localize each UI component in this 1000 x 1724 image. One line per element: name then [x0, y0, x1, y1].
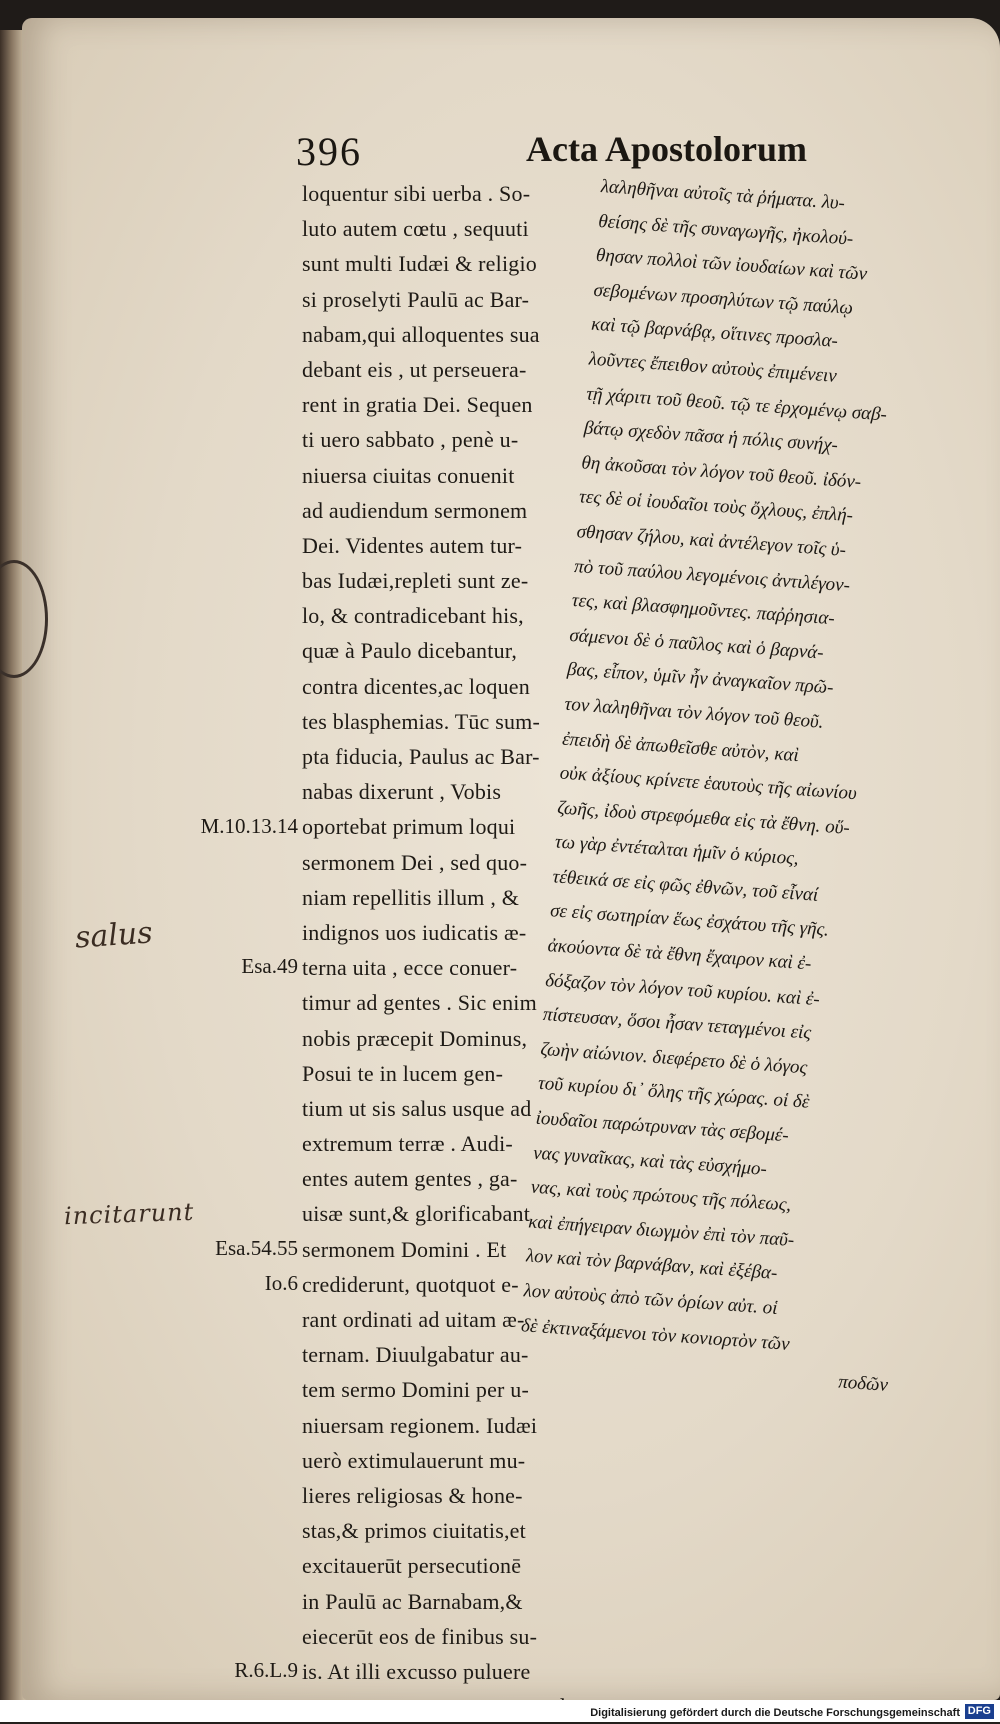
latin-line: sunt multi Iudæi & religio [302, 251, 537, 277]
greek-line: βας, εἶπον, ὑμῖν ἦν ἀναγκαῖον πρῶ- [566, 659, 835, 699]
latin-line: excitauerūt persecutionē [302, 1553, 522, 1579]
margin-reference: R.6.L.9 [234, 1658, 298, 1683]
latin-line: in Paulū ac Barnabam,& [302, 1588, 523, 1614]
page-number: 396 [296, 129, 362, 174]
greek-line: λοῦντες ἔπειθον αὐτοὺς ἐπιμένειν [588, 348, 838, 387]
handwritten-note-salus: salus [73, 915, 154, 956]
latin-line: nabas dixerunt , Vobis [302, 779, 502, 805]
page-header [0, 128, 1000, 178]
latin-line: Posui te in lucem gen- [302, 1060, 504, 1086]
greek-line: λον αὐτοὺς ἀπὸ τῶν ὁρίων αὐτ. οἱ [522, 1280, 779, 1319]
latin-line: uerò extimulauerunt mu- [302, 1447, 526, 1473]
greek-line: θείσης δὲ τῆς συναγωγῆς, ἠκολού- [597, 210, 854, 250]
greek-line: τες, καὶ βλασφημοῦντες. παῤῥησια- [571, 590, 836, 630]
latin-line: pta fiducia, Paulus ac Bar- [302, 744, 540, 769]
greek-line: ἰουδαῖοι παρώτρυναν τὰς σεβομέ- [534, 1107, 790, 1147]
latin-line: crediderunt, quotquot e- [302, 1271, 519, 1297]
latin-line: niuersa ciuitas conuenit [302, 462, 515, 488]
greek-line: λον καὶ τὸν βαρνάβαν, καὶ ἐξέβα- [525, 1245, 779, 1285]
greek-line: σεβομένων προσηλύτων τῷ παύλῳ [592, 279, 854, 319]
latin-line: ad audiendum sermonem [302, 497, 528, 523]
latin-line: is. At illi excusso puluere [302, 1658, 531, 1684]
latin-line: loquentur sibi uerba . So- [302, 181, 531, 206]
latin-line: Dei. Videntes autem tur- [302, 532, 523, 558]
latin-line: timur ad gentes . Sic enim [302, 990, 537, 1016]
greek-line: ἐπειδὴ δὲ ἀπωθεῖσθε αὐτὸν, καὶ [561, 728, 800, 766]
latin-line: tium ut sis salus usque ad [302, 1095, 532, 1121]
greek-line: οὐκ ἀξίους κρίνετε ἑαυτοὺς τῆς αἰωνίου [559, 762, 858, 805]
greek-line: ποδῶν [837, 1371, 889, 1397]
latin-line: tes blasphemias. Tūc sum- [302, 708, 540, 734]
latin-line: terna uita , ecce conuer- [302, 955, 518, 981]
greek-line: δὲ ἐκτιναξάμενοι τὸν κονιορτὸν τῶν [520, 1314, 791, 1355]
greek-line: τω γὰρ ἐντέταλται ἡμῖν ὁ κύριος, [554, 831, 800, 870]
greek-line: τοῦ κυρίου δι᾽ ὅλης τῆς χώρας. οἱ δὲ [537, 1073, 811, 1114]
greek-line: καὶ τῷ βαρνάβᾳ, οἵτινες προσλα- [590, 314, 839, 353]
latin-line: uisæ sunt,& glorificabant [302, 1201, 531, 1227]
latin-line: ternam. Diuulgabatur au- [302, 1342, 529, 1368]
latin-line: stas,& primos ciuitatis,et [302, 1518, 526, 1544]
latin-line: oportebat primum loqui [302, 814, 516, 840]
latin-line: sermonem Domini . Et [302, 1236, 507, 1262]
latin-line: rant ordinati ad uitam æ- [302, 1307, 525, 1332]
latin-line: luto autem cœtu , sequuti [302, 216, 529, 242]
greek-line: βάτῳ σχεδὸν πᾶσα ἡ πόλις συνήχ- [583, 417, 839, 457]
latin-line: niuersam regionem. Iudæi [302, 1412, 538, 1438]
greek-line: ζωὴν αἰώνιον. διεφέρετο δὲ ὁ λόγος [539, 1038, 808, 1079]
latin-line: eiecerūt eos de finibus su- [302, 1623, 538, 1649]
greek-line: ἀκούοντα δὲ τὰ ἔθνη ἔχαιρον καὶ ἐ- [547, 935, 813, 975]
greek-line: τῇ χάριτι τοῦ θεοῦ. τῷ τε ἐρχομένῳ σαβ- [585, 383, 888, 426]
greek-line: τέθεικά σε εἰς φῶς ἐθνῶν, τοῦ εἶναί [551, 866, 819, 906]
greek-line: θησαν πολλοὶ τῶν ἰουδαίων καὶ τῶν [595, 245, 868, 285]
latin-line: lieres religiosas & hone- [302, 1482, 523, 1508]
greek-line: ζωῆς, ἰδοὺ στρεφόμεθα εἰς τὰ ἔθνη. οὕ- [556, 797, 851, 839]
greek-line: πίστευσαν, ὅσοι ἦσαν τεταγμένοι εἰς [542, 1004, 812, 1044]
greek-line: νας γυναῖκας, καὶ τὰς εὐσχήμο- [532, 1142, 768, 1180]
margin-reference: Io.6 [264, 1271, 298, 1296]
latin-line: tem sermo Domini per u- [302, 1377, 529, 1403]
latin-line: debant eis , ut perseuera- [302, 356, 527, 382]
greek-line: λαληθῆναι αὐτοῖς τὰ ῥήματα. λυ- [600, 175, 846, 214]
footer-band [0, 1700, 1000, 1722]
greek-line: δόξαζον τὸν λόγον τοῦ κυρίου. καὶ ἐ- [544, 969, 821, 1010]
greek-line: τον λαληθῆναι τὸν λόγον τοῦ θεοῦ. [563, 693, 825, 733]
latin-line: quæ à Paulo dicebantur, [302, 638, 518, 664]
latin-line: ti uero sabbato , penè u- [302, 427, 519, 453]
running-title: Acta Apostolorum [526, 129, 807, 169]
latin-line: extremum terræ . Audi- [302, 1131, 513, 1157]
greek-line: καὶ ἐπήγειραν διωγμὸν ἐπὶ τὸν παῦ- [527, 1211, 795, 1251]
margin-reference: M.10.13.14 [200, 813, 298, 838]
greek-line: σθησαν ζήλου, καὶ ἀντέλεγον τοῖς ὑ- [575, 521, 847, 561]
latin-line: indignos uos iudicatis æ- [302, 919, 527, 945]
latin-line: nabam,qui alloquentes sua [302, 321, 540, 347]
latin-line: si proselyti Paulū ac Bar- [302, 286, 530, 312]
greek-line: σε εἰς σωτηρίαν ἕως ἐσχάτου τῆς γῆς. [549, 900, 830, 942]
footer-funding-text: Digitalisierung gefördert durch die Deutsche Forschungsgemeinschaft [590, 1707, 960, 1719]
latin-line: nobis præcepit Dominus, [302, 1025, 528, 1051]
margin-reference: Esa.54.55 [215, 1236, 298, 1260]
latin-line: rent in gratia Dei. Sequen [302, 392, 533, 418]
greek-line: σάμενοι δὲ ὁ παῦλος καὶ ὁ βαρνά- [568, 624, 825, 664]
latin-line: bas Iudæi,repleti sunt ze- [302, 568, 529, 594]
latin-line: entes autem gentes , ga- [302, 1166, 518, 1192]
greek-line: θη ἀκοῦσαι τὸν λόγον τοῦ θεοῦ. ἰδόν- [580, 452, 862, 493]
greek-line: τες δὲ οἱ ἰουδαῖοι τοὺς ὄχλους, ἐπλή- [578, 486, 854, 527]
handwritten-note-incitarunt: incitarunt [63, 1197, 195, 1231]
latin-line: lo, & contradicebant his, [302, 603, 524, 629]
greek-line: νας, καὶ τοὺς πρώτους τῆς πόλεως, [530, 1176, 792, 1216]
margin-reference: Esa.49 [241, 954, 298, 979]
greek-line: πὸ τοῦ παύλου λεγομένοις ἀντιλέγον- [573, 555, 851, 596]
dfg-logo: DFG [965, 1704, 994, 1719]
latin-line: contra dicentes,ac loquen [302, 673, 530, 699]
latin-line: niam repellitis illum , & [302, 884, 520, 910]
latin-line: sermonem Dei , sed quo- [302, 849, 528, 875]
